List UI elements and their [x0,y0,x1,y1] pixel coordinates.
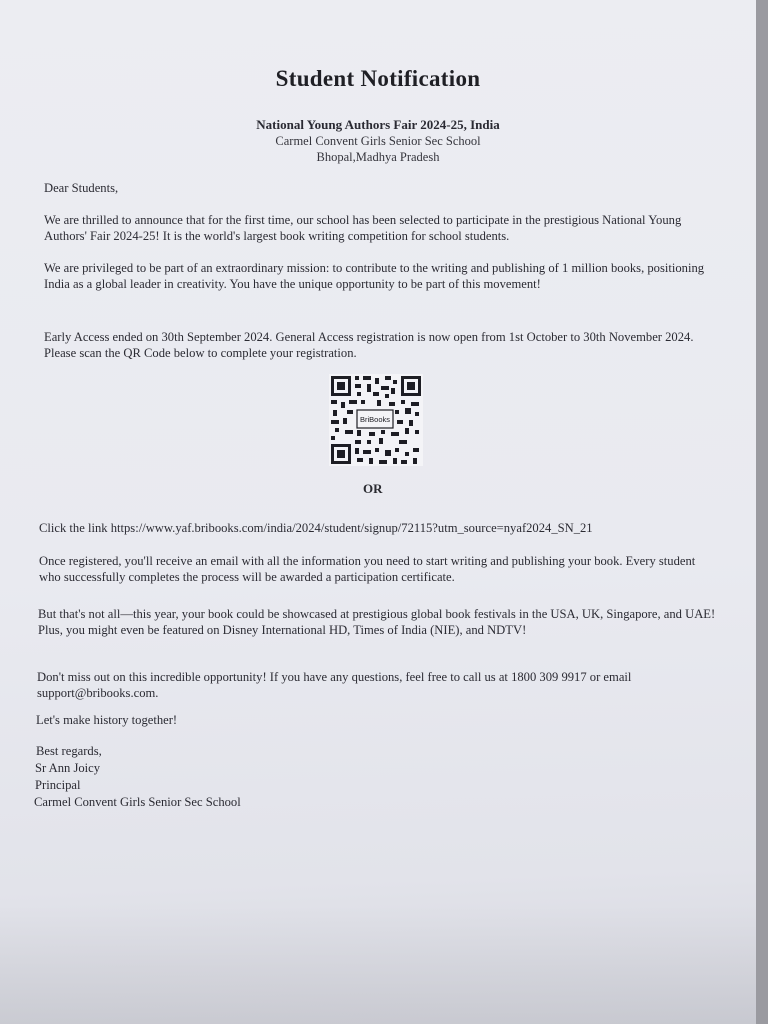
registration-qr-code [329,374,423,466]
school-location: Bhopal,Madhya Pradesh [316,150,440,164]
signoff-role: Principal [35,778,81,792]
signoff-name: Sr Ann Joicy [35,761,101,775]
signup-link[interactable]: https://www.yaf.bribooks.com/india/2024/student/signup/72115?utm_source=nyaf2024_SN_21 [110,521,593,535]
mission-paragraph: We are privileged to be part of an extraordinary mission: to contribute to the writing and publishing of 1 million books, positioning India as a global leader in creativity. You have the unique opportunity to be part of this movement! [44,261,705,291]
school-name: Carmel Convent Girls Senior Sec School [275,134,481,148]
showcase-paragraph: But that's not all—this year, your book could be showcased at prestigious global book festivals in the USA, UK, Singapore, and UAE! Plus, you might even be featured on Disney International HD, Times of India (NIE), and NDTV! [38,607,716,637]
signoff-closing: Best regards, [36,744,102,758]
contact-paragraph: Don't miss out on this incredible opportunity! If you have any questions, feel free to call us at 1800 309 9917 or email support@bribooks.com. [37,670,632,700]
intro-paragraph: We are thrilled to announce that for the first time, our school has been selected to participate in the prestigious National Young Authors' Fair 2024-25! It is the world's largest book writing competition for school students. [44,213,682,243]
or-separator: OR [363,481,383,496]
signup-link-line [39,521,593,536]
event-name: National Young Authors Fair 2024-25, India [256,117,500,132]
greeting: Dear Students, [44,181,119,195]
qr-logo-text: BriBooks [359,415,391,424]
next-steps-paragraph: Once registered, you'll receive an email with all the information you need to start writing and publishing your book. Every student who successfully completes the process will be awarded a participation certificate. [39,554,696,584]
closing-line: Let's make history together! [36,713,178,727]
page-title: Student Notification [275,66,481,91]
registration-paragraph: Early Access ended on 30th September 2024. General Access registration is now open from 1st October to 30th November 2024. Please scan the QR Code below to complete your registration. [44,330,694,360]
link-prefix: Click the link [39,521,108,535]
signoff-school: Carmel Convent Girls Senior Sec School [34,795,241,809]
